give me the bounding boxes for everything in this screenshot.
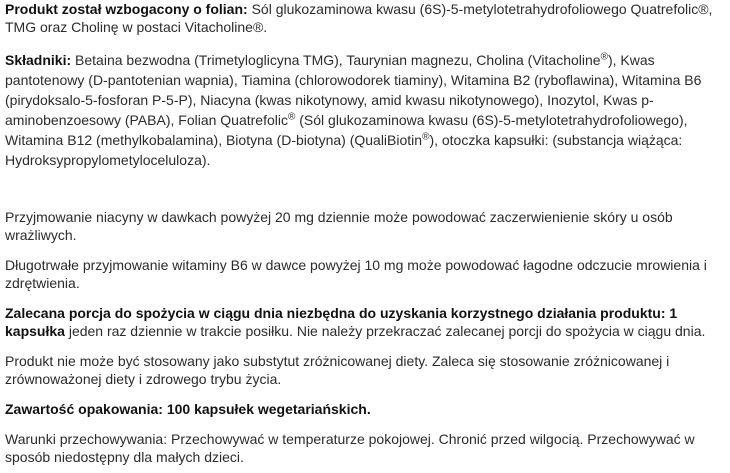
folate-text: Sól glukozaminowa kwasu (6S)-5-metylotetrahydrofoliowego Quatrefolic®, TMG oraz Cholinę w postaci Vitacholine®. bbox=[5, 1, 713, 35]
registered-mark: ® bbox=[600, 51, 608, 63]
ingredients-label: Składniki: bbox=[5, 52, 72, 68]
dosage-text: jeden raz dziennie w trakcie posiłku. Nie należy przekraczać zalecanej porcji do spożycia w ciągu dnia. bbox=[64, 323, 706, 339]
folate-label: Produkt został wzbogacony o folian: bbox=[5, 1, 248, 17]
storage-conditions: Warunki przechowywania: Przechowywać w temperaturze pokojowej. Chronić przed wilgocią. Przechowywać w sposób niedostępny dla małych dzieci. bbox=[5, 431, 695, 465]
ingredients-text-3: (Sól glukozaminowa kwasu (6S)-5-metylotetrahydrofoliowego), Witamina B12 (methylkobalamina), Biotyna (D-biotyna) (QualiBiotin bbox=[5, 112, 688, 148]
package-contents bbox=[5, 400, 724, 418]
registered-mark: ® bbox=[287, 111, 296, 123]
registered-mark: ® bbox=[422, 131, 430, 143]
ingredients-paragraph bbox=[5, 50, 724, 170]
ingredients-text-2: ), Kwas pantotenowy (D-pantotenian wapnia), Tiamina (chlorowodorek tiaminy), Witamina B2 (ryboflawina), Witamina B6 (pirydoksalo-5-fosforan P-5-P), Niacyna (kwas nikotynowy, amid kwasu nikotynowego), Inozytol, Kwas p-aminobenzoesowy (PABA), Folian Quatrefolic bbox=[5, 52, 702, 128]
folate-paragraph bbox=[5, 0, 724, 36]
dosage-label: Zalecana porcja do spożycia w ciągu dnia niezbędna do uzyskania korzystnego działania produktu: 1 kapsułka bbox=[5, 305, 678, 339]
ingredients-text-4: ), otoczka kapsułki: (substancja wiążąca: Hydroksypropylometyloceluloza). bbox=[5, 132, 683, 168]
dosage-paragraph bbox=[5, 304, 724, 340]
diet-note: Produkt nie może być stosowany jako substytut zróżnicowanej diety. Zaleca się stosowanie zróżnicowanej i zrównoważonej diety i zdrowego trybu życia. bbox=[5, 353, 670, 387]
niacin-warning: Przyjmowanie niacyny w dawkach powyżej 20 mg dziennie może powodować zaczerwienienie skóry u osób wrażliwych. bbox=[5, 209, 673, 243]
ingredients-text-1: Betaina bezwodna (Trimetyloglicyna TMG), Taurynian magnezu, Cholina (Vitacholine bbox=[71, 52, 601, 68]
package-contents-text: Zawartość opakowania: 100 kapsułek wegetariańskich. bbox=[5, 401, 371, 417]
b6-warning: Długotrwałe przyjmowanie witaminy B6 w dawce powyżej 10 mg może powodować łagodne odczucie mrowienia i zdrętwienia. bbox=[5, 257, 707, 291]
